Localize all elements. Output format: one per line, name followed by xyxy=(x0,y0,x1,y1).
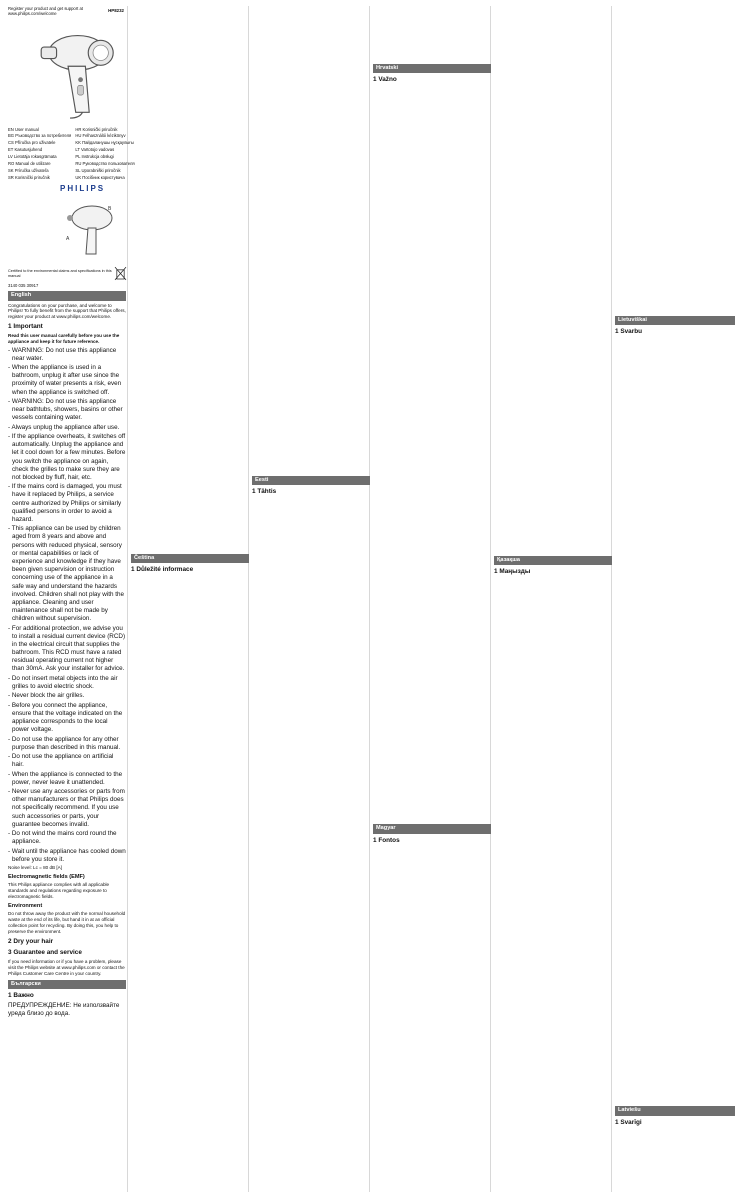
warning-item: - When the appliance is used in a bathroom, unplug it after use since the proximity of water presents a risk, even when the appliance is switched off. xyxy=(8,364,122,396)
warning-item: - If the appliance overheats, it switches off automatically. Unplug the appliance and let it cool down for a few minutes. Before you switch the appliance on again, check the grilles to make sure they are not blocked by fluff, hair, etc. xyxy=(8,433,126,481)
bulgarian-warning: ПРЕДУПРЕЖДЕНИЕ: Не използвайте уреда близо до вода. xyxy=(8,1001,120,1018)
warning-text: Do not use the appliance on artificial hair. xyxy=(11,753,114,769)
heading-emf: Electromagnetic fields (EMF) xyxy=(8,874,85,881)
warning-item: - Always unplug the appliance after use. xyxy=(8,423,120,431)
column-4 xyxy=(373,6,491,1192)
language-entry: SK Príručka užívateľa xyxy=(8,167,49,173)
column-6 xyxy=(615,6,735,1192)
warning-text: Always unplug the appliance after use. xyxy=(11,423,120,431)
warning-text: Never block the air grilles. xyxy=(11,692,85,700)
language-entry: ET Kasutusjuhend xyxy=(8,147,43,153)
section-bar-lithuanian: Lietuviškai xyxy=(615,316,735,325)
philips-logo: PHILIPS xyxy=(60,184,106,193)
register-url[interactable]: www.philips.com/welcome xyxy=(8,11,57,17)
warning-item: - This appliance can be used by children aged from 8 years and above and persons with reduced physical, sensory or mental capabilities or lack of experience and knowledge if they have been given supervision or instruction concerning use of the appliance in a safe way and understand the hazards involved. Children shall not play with the appliance. Cleaning and user maintenance shall not be made by children without supervision. xyxy=(8,525,125,623)
warning-text: Before you connect the appliance, ensure that the voltage indicated on the appliance corresponds to the local power voltage. xyxy=(11,701,123,734)
hairdryer-side-illustration xyxy=(62,198,122,258)
language-entry: CS Příručka pro uživatele xyxy=(8,140,56,146)
section-bar-bulgarian: Български xyxy=(8,980,126,989)
warning-text: This appliance can be used by children aged from 8 years and above and persons with reduced physical, sensory or mental capabilities or lack of experience and knowledge if they have been given supervision or instruction concerning use of the appliance in a safe way and understand the hazards involved. Children shall not play with the appliance. Cleaning and user maintenance shall not be made by children without supervision. xyxy=(11,525,125,623)
language-entry: LT Vartotojo vadovas xyxy=(75,147,115,153)
language-entry: RO Manual de utilizare xyxy=(8,160,51,166)
language-entry: BG Ръководство за потребителя xyxy=(8,133,72,139)
warning-text: For additional protection, we advise you to install a residual current device (RCD) in the electrical circuit that supplies the bathroom. This RCD must have a rated residual operating current not higher than 30mA. Ask your installer for advice. xyxy=(11,624,126,673)
language-entry: UK Посібник користувача xyxy=(75,174,125,180)
emf-text: This Philips appliance complies with all applicable standards and regulations regarding exposure to electromagnetic fields. xyxy=(8,882,110,900)
section-bar-hungarian: Magyar xyxy=(373,824,491,833)
hairdryer-illustration xyxy=(22,23,118,121)
warning-item: - WARNING: Do not use this appliance near water. xyxy=(8,346,117,362)
warning-text: If the mains cord is damaged, you must have it replaced by Philips, a service centre authorized by Philips or similarly qualified persons in order to avoid a hazard. xyxy=(11,483,122,523)
warning-item: - When the appliance is connected to the power, never leave it unattended. xyxy=(8,770,123,786)
warning-item: - Never use any accessories or parts from other manufacturers or that Philips does not specifically recommend. If you use such accessories or parts, your guarantee becomes invalid. xyxy=(8,788,125,828)
heading-czech-important: 1 Důležité informace xyxy=(131,566,194,574)
svg-text:A: A xyxy=(66,236,70,243)
language-entry: KK Пайдаланушы нұсқаулығы xyxy=(75,140,134,146)
warning-text: WARNING: Do not use this appliance near bathtubs, showers, basins or other vessels containing water. xyxy=(11,397,123,422)
heading-hungarian-important: 1 Fontos xyxy=(373,836,400,844)
section-bar-latvian: Latviešu xyxy=(615,1106,735,1115)
column-2 xyxy=(131,6,249,1192)
warning-text: Do not wind the mains cord round the appliance. xyxy=(11,830,117,846)
footer-note: Certified to the environmental claims and specifications in this manual xyxy=(8,268,112,278)
intro-text: Congratulations on your purchase, and welcome to Philips! To fully benefit from the support that Philips offers, register your product at www.philips.com/welcome. xyxy=(8,302,126,320)
language-entry: HR Korisnički priručnik xyxy=(75,126,118,132)
language-entry: SL Uporabniški priročnik xyxy=(75,167,121,173)
warning-text: When the appliance is connected to the power, never leave it unattended. xyxy=(11,770,123,786)
doc-number: 3140 035 30917 xyxy=(8,283,39,289)
heading-kazakh-important: 1 Маңызды xyxy=(494,568,531,576)
warning-item: - WARNING: Do not use this appliance near bathtubs, showers, basins or other vessels containing water. xyxy=(8,397,123,422)
heading-croatian-important: 1 Važno xyxy=(373,76,397,84)
warning-text: Do not use the appliance for any other purpose than described in this manual. xyxy=(11,735,121,751)
warning-text: When the appliance is used in a bathroom, unplug it after use since the proximity of water presents a risk, even when the appliance is switched off. xyxy=(11,364,122,396)
heading-bulgarian-important: 1 Важно xyxy=(8,991,34,999)
language-entry: EN User manual xyxy=(8,126,39,132)
language-entry: RU Руководство пользователя xyxy=(75,160,135,166)
heading-lithuanian-important: 1 Svarbu xyxy=(615,328,642,336)
important-intro: Read this user manual carefully before you use the appliance and keep it for future reference. xyxy=(8,333,120,345)
section-bar-estonian: Eesti xyxy=(252,476,370,485)
section-bar-croatian: Hrvatski xyxy=(373,64,491,73)
heading-dry-hair: 2 Dry your hair xyxy=(8,937,54,945)
heading-important: 1 Important xyxy=(8,323,43,331)
warning-item: - Before you connect the appliance, ensure that the voltage indicated on the appliance corresponds to the local power voltage. xyxy=(8,701,123,734)
column-5 xyxy=(494,6,612,1192)
warning-text: Wait until the appliance has cooled down before you store it. xyxy=(11,847,126,863)
section-bar-czech: Čeština xyxy=(131,554,249,563)
language-index xyxy=(8,126,135,181)
heading-latvian-important: 1 Svarīgi xyxy=(615,1118,642,1126)
recycling-bin-icon xyxy=(115,267,126,280)
column-3 xyxy=(252,6,370,1192)
warning-item: - Do not wind the mains cord round the appliance. xyxy=(8,830,117,846)
section-bar-kazakh: Қазақша xyxy=(494,556,612,565)
model-number: HP8232 xyxy=(108,8,124,13)
document-footer xyxy=(8,267,126,280)
warning-item: - Do not use the appliance on artificial hair. xyxy=(8,753,114,769)
heading-estonian-important: 1 Tähtis xyxy=(252,488,277,496)
language-entry: SR Korisnički priručnik xyxy=(8,174,50,180)
svg-text:B: B xyxy=(108,206,112,213)
column-1 xyxy=(8,6,135,1192)
heading-guarantee: 3 Guarantee and service xyxy=(8,948,82,956)
section-bar-english: English xyxy=(8,291,126,300)
column-divider xyxy=(127,6,128,1192)
register-line: Register your product and get support at xyxy=(8,6,83,11)
language-entry: PL Instrukcja obsługi xyxy=(75,154,114,159)
language-entry: LV Lietotāja rokasgrāmata xyxy=(8,154,57,159)
warning-item: - Do not insert metal objects into the air grilles to avoid electric shock. xyxy=(8,674,118,690)
warning-text: Do not insert metal objects into the air grilles to avoid electric shock. xyxy=(11,674,118,690)
warning-text: WARNING: Do not use this appliance near water. xyxy=(11,346,117,362)
environment-text: Do not throw away the product with the normal household waste at the end of its life, but hand it in at an official collection point for recycling. By doing this, you help to preserve the environment. xyxy=(8,911,126,934)
warning-text: Never use any accessories or parts from other manufacturers or that Philips does not specifically recommend. If you use such accessories or parts, your guarantee becomes invalid. xyxy=(11,788,125,828)
warning-item: - For additional protection, we advise you to install a residual current device (RCD) in the electrical circuit that supplies the bathroom. This RCD must have a rated residual operating current not higher than 30mA. Ask your installer for advice. xyxy=(8,624,126,673)
noise-level: Noise level: Lc = 80 dB [A] xyxy=(8,865,63,871)
warning-item: - Never block the air grilles. xyxy=(8,692,85,700)
warning-item: - If the mains cord is damaged, you must have it replaced by Philips, a service centre authorized by Philips or similarly qualified persons in order to avoid a hazard. xyxy=(8,483,122,523)
warning-item: - Do not use the appliance for any other purpose than described in this manual. xyxy=(8,735,121,751)
warning-item: - Wait until the appliance has cooled down before you store it. xyxy=(8,847,126,863)
warning-text: If the appliance overheats, it switches off automatically. Unplug the appliance and let it cool down for a few minutes. Before you switch the appliance on again, check the grilles to make sure they are not blocked by fluff, hair, etc. xyxy=(11,433,126,481)
guarantee-text: If you need information or if you have a problem, please visit the Philips website at www.philips.com or contact the Philips Customer Care Centre in your country. xyxy=(8,958,125,976)
heading-environment: Environment xyxy=(8,902,43,909)
language-entry: HU Felhasználói kézikönyv xyxy=(75,133,126,139)
warning-list xyxy=(8,347,126,864)
